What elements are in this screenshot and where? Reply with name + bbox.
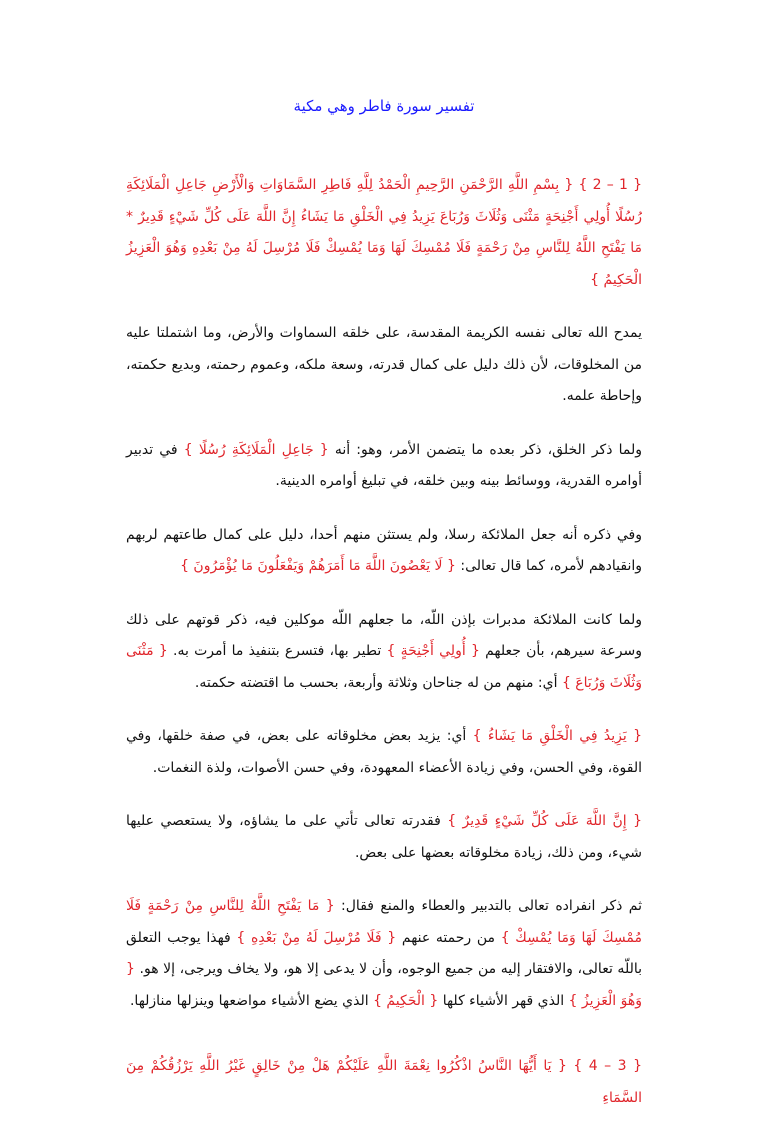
commentary-text: يمدح الله تعالى نفسه الكريمة المقدسة، على خلقه السماوات والأرض، وما اشتملتا عليه من المخلوقات، لأن ذلك دليل على كمال قدرته، وسعة ملكه، وعموم رحمته، وبديع حكمته، وإحاطة علمه. [126,325,642,404]
verse-paragraph [126,1051,642,1114]
quran-quote: { 1 – 2 } { بِسْمِ اللَّهِ الرَّحْمَنِ الرَّحِيمِ الْحَمْدُ لِلَّهِ فَاطِرِ السَّمَاوَاتِ وَالْأَرْضِ جَاعِلِ الْمَلَائِكَةِ رُسُلًا أُولِي أَجْنِحَةٍ مَثْنَى وَثُلَاثَ وَرُبَاعَ يَزِيدُ فِي الْخَلْقِ مَا يَشَاءُ إِنَّ اللَّهَ عَلَى كُلِّ شَيْءٍ قَدِيرٌ * مَا يَفْتَحِ اللَّهُ لِلنَّاسِ مِنْ رَحْمَةٍ فَلَا مُمْسِكَ لَهَا وَمَا يُمْسِكْ فَلَا مُرْسِلَ لَهُ مِنْ بَعْدِهِ وَهُوَ الْعَزِيزُ الْحَكِيمُ } [126,177,642,288]
commentary-text: أي: منهم من له جناحان وثلاثة وأربعة، بحسب ما اقتضته حكمته. [194,674,562,691]
commentary-text: ولما ذكر الخلق، ذكر بعده ما يتضمن الأمر، وهو: أنه [328,441,642,458]
commentary-paragraph [126,318,642,413]
commentary-text: ولما كانت الملائكة مدبرات بإذن اللّه، ما جعلهم اللّه موكلين فيه، ذكر قوتهم على ذلك وسرعة سيرهم، بأن جعلهم [126,611,643,659]
verse-paragraph [126,170,642,296]
commentary-text: فهذا يوجب التعلق باللّه تعالى، والافتقار إليه من جميع الوجوه، وأن لا يدعى إلا هو، ولا يخاف ويرجى، إلا هو. [126,929,642,977]
commentary-paragraph [126,520,642,583]
quran-quote: { مَثْنَى وَثُلَاثَ وَرُبَاعَ } [126,643,642,691]
commentary-paragraph [126,435,642,498]
commentary-text: الذي يضع الأشياء مواضعها وينزلها منازلها. [129,992,374,1009]
quran-quote: { وَهُوَ الْعَزِيزُ } [126,961,642,1009]
commentary-text: في تدبير أوامره القدرية، ووسائط بينه وبين خلقه، في تبليغ أوامره الدينية. [126,441,642,489]
quran-quote: { يَزِيدُ فِي الْخَلْقِ مَا يَشَاءُ } [472,728,642,744]
commentary-paragraph [126,605,642,700]
quran-quote: { أُولِي أَجْنِحَةٍ } [386,643,480,659]
commentary-text: وفي ذكره أنه جعل الملائكة رسلا، ولم يستثن منهم أحدا، دليل على كمال طاعتهم لربهم وانقيادهم لأمره، كما قال تعالى: [126,526,642,574]
quran-quote: { مَا يَفْتَحِ اللَّهُ لِلنَّاسِ مِنْ رَحْمَةٍ فَلَا مُمْسِكَ لَهَا وَمَا يُمْسِكْ } [126,898,642,946]
commentary-paragraph [126,891,642,1017]
quran-quote: { إِنَّ اللَّهَ عَلَى كُلِّ شَيْءٍ قَدِيرٌ } [447,813,642,829]
commentary-text: أي: يزيد بعض مخلوقاته على بعض، في صفة خلقها، وفي القوة، وفي الحسن، وفي زيادة الأعضاء المعهودة، وفي حسن الأصوات، ولذة النغمات. [126,728,642,776]
commentary-text: من رحمته عنهم [396,929,501,946]
document-title: تفسير سورة فاطر وهي مكية [293,97,475,115]
document-body [126,170,642,1136]
quran-quote: { لَا يَعْصُونَ اللَّهَ مَا أَمَرَهُمْ وَيَفْعَلُونَ مَا يُؤْمَرُونَ } [180,558,456,574]
commentary-text: فقدرته تعالى تأتي على ما يشاؤه، ولا يستعصي عليها شيء، ومن ذلك، زيادة مخلوقاته بعضها على بعض. [126,813,642,861]
quran-quote: { جَاعِلِ الْمَلَائِكَةِ رُسُلًا } [183,441,329,458]
commentary-text: ثم ذكر انفراده تعالى بالتدبير والعطاء والمنع فقال: [334,898,642,914]
commentary-paragraph [126,721,642,784]
commentary-text: الذي قهر الأشياء كلها [438,992,569,1009]
quran-quote: { فَلَا مُرْسِلَ لَهُ مِنْ بَعْدِهِ } [236,929,397,946]
quran-quote: { الْحَكِيمُ } [373,992,439,1009]
commentary-paragraph [126,806,642,869]
quran-quote: { 3 – 4 } { يَا أَيُّهَا النَّاسُ اذْكُرُوا نِعْمَةَ اللَّهِ عَلَيْكُمْ هَلْ مِنْ خَالِقٍ غَيْرُ اللَّهِ يَرْزُقُكُمْ مِنَ السَّمَاءِ [126,1058,642,1106]
commentary-text: تطير بها، فتسرع بتنفيذ ما أمرت به. [167,643,387,659]
